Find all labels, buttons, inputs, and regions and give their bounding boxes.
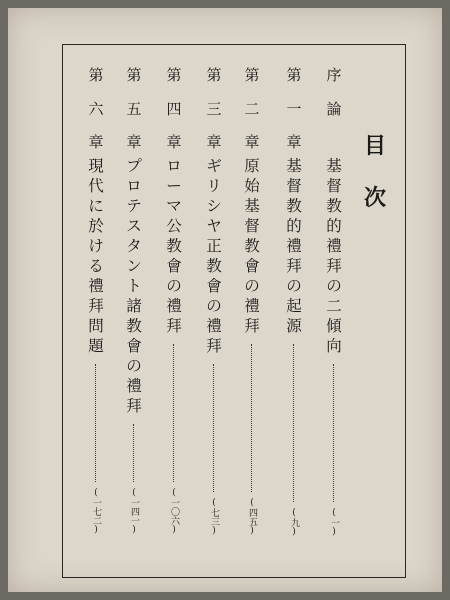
- page-number: (一四一): [129, 488, 139, 535]
- chapter-title-char: 督: [244, 217, 260, 235]
- chapter-title-char: 基: [244, 197, 260, 215]
- chapter-title-char: 教: [206, 257, 222, 275]
- chapter-title-char: マ: [166, 197, 182, 215]
- chapter-title-char: 拜: [126, 397, 142, 415]
- chapter-title-char: の: [126, 357, 142, 375]
- chapter-title-char: 原: [244, 157, 260, 175]
- chapter-title-char: 傾: [326, 317, 342, 335]
- chapter-label: [284, 66, 304, 153]
- chapter-label: [164, 66, 184, 153]
- chapter-label-char: 二: [244, 99, 260, 118]
- dot-leader: [333, 364, 336, 502]
- chapter-label-char: 第: [244, 66, 260, 84]
- chapter-title-char: 禮: [286, 237, 302, 255]
- chapter-title-char: ス: [126, 217, 142, 235]
- chapter-title-char: テ: [126, 197, 142, 215]
- chapter-label-char: 章: [244, 133, 260, 151]
- chapter-title-char: プ: [126, 157, 142, 175]
- chapter-title-char: る: [88, 257, 104, 275]
- page-number: (一): [329, 508, 339, 537]
- chapter-label-char: 四: [166, 99, 182, 118]
- chapter-label: [242, 66, 262, 153]
- chapter-title-char: 代: [88, 177, 104, 195]
- chapter-title-char: 二: [326, 297, 342, 315]
- chapter-title-char: ロ: [126, 177, 142, 195]
- chapter-title-char: 拜: [286, 257, 302, 275]
- chapter-title-char: 的: [326, 217, 342, 235]
- chapter-title: [86, 156, 106, 356]
- page-number: (一七二): [91, 488, 101, 535]
- heading-char: 次: [364, 185, 387, 211]
- dot-leader: [213, 364, 216, 492]
- chapter-title-char: 教: [126, 317, 142, 335]
- chapter-title-char: 督: [286, 177, 302, 195]
- chapter-label-char: 第: [88, 66, 104, 84]
- book-page: [8, 8, 442, 592]
- chapter-label: [204, 66, 224, 153]
- chapter-label-char: 六: [88, 99, 104, 118]
- chapter-label-char: 第: [206, 66, 222, 84]
- chapter-title-char: の: [326, 277, 342, 295]
- chapter-title-char: 基: [326, 157, 342, 175]
- chapter-label-char: 五: [126, 99, 142, 118]
- chapter-title-char: 拜: [244, 317, 260, 335]
- chapter-label-char: 三: [206, 99, 222, 118]
- page-number: (四五): [247, 498, 257, 536]
- chapter-title-char: 基: [286, 157, 302, 175]
- page-number: (七三): [209, 498, 219, 536]
- chapter-title-char: 會: [206, 277, 222, 295]
- dot-leader: [95, 364, 98, 482]
- chapter-title-char: 教: [326, 197, 342, 215]
- chapter-title-char: 禮: [88, 277, 104, 295]
- chapter-title-char: け: [88, 237, 104, 255]
- chapter-title-char: ギ: [206, 157, 222, 175]
- chapter-label-char: 章: [286, 133, 302, 151]
- chapter-title-char: の: [206, 297, 222, 315]
- dot-leader: [133, 424, 136, 482]
- chapter-title-char: 禮: [166, 297, 182, 315]
- chapter-label-char: 章: [206, 133, 222, 151]
- chapter-title-char: 源: [286, 317, 302, 335]
- dot-leader: [293, 344, 296, 502]
- chapter-title-char: 拜: [326, 257, 342, 275]
- chapter-title: [242, 156, 262, 336]
- chapter-title-char: 的: [286, 217, 302, 235]
- chapter-title: [164, 156, 184, 336]
- dot-leader: [173, 344, 176, 482]
- chapter-title-char: 拜: [206, 337, 222, 355]
- chapter-title-char: 禮: [206, 317, 222, 335]
- heading-char: 目: [364, 133, 387, 159]
- chapter-title-char: 督: [326, 177, 342, 195]
- chapter-label-char: 第: [286, 66, 302, 84]
- chapter-title-char: 起: [286, 297, 302, 315]
- chapter-title-char: 拜: [166, 317, 182, 335]
- chapter-title-char: 題: [88, 337, 104, 355]
- dot-leader: [251, 344, 254, 492]
- chapter-title-char: の: [286, 277, 302, 295]
- chapter-label: [86, 66, 106, 153]
- chapter-title-char: 諸: [126, 297, 142, 315]
- chapter-title-char: ー: [166, 177, 182, 195]
- chapter-title-char: 正: [206, 237, 222, 255]
- chapter-title-char: ト: [126, 277, 142, 295]
- chapter-label-char: 章: [126, 133, 142, 151]
- chapter-title: [124, 156, 144, 416]
- chapter-label-char: 第: [166, 66, 182, 84]
- toc-frame: [62, 44, 406, 578]
- chapter-title-char: ン: [126, 257, 142, 275]
- chapter-title: [204, 156, 224, 356]
- chapter-title-char: 會: [166, 257, 182, 275]
- chapter-title-char: ヤ: [206, 217, 222, 235]
- chapter-title-char: タ: [126, 237, 142, 255]
- page-number: (一〇六): [169, 488, 179, 535]
- chapter-title-char: 於: [88, 217, 104, 235]
- page-number: (九): [289, 508, 299, 537]
- chapter-title-char: ロ: [166, 157, 182, 175]
- chapter-title-char: 向: [326, 337, 342, 355]
- chapter-title-char: シ: [206, 197, 222, 215]
- chapter-label-char: 一: [286, 99, 302, 118]
- toc-heading: [364, 134, 386, 210]
- chapter-title-char: 禮: [126, 377, 142, 395]
- chapter-label-char: 章: [166, 133, 182, 151]
- chapter-title-char: 問: [88, 317, 104, 335]
- chapter-title-char: 公: [166, 217, 182, 235]
- chapter-label: [124, 66, 144, 153]
- chapter-title-char: 會: [126, 337, 142, 355]
- chapter-title-char: の: [244, 277, 260, 295]
- chapter-title: [284, 156, 304, 336]
- chapter-title-char: 教: [286, 197, 302, 215]
- chapter-title-char: 始: [244, 177, 260, 195]
- chapter-title: [324, 156, 344, 356]
- chapter-title-char: 教: [166, 237, 182, 255]
- chapter-label-char: 序: [326, 66, 342, 84]
- chapter-title-char: 會: [244, 257, 260, 275]
- chapter-title-char: 拜: [88, 297, 104, 315]
- chapter-title-char: の: [166, 277, 182, 295]
- chapter-label-char: 第: [126, 66, 142, 84]
- chapter-label-char: 論: [326, 99, 342, 118]
- chapter-title-char: に: [88, 197, 104, 215]
- chapter-title-char: リ: [206, 177, 222, 195]
- chapter-title-char: 禮: [244, 297, 260, 315]
- chapter-title-char: 現: [88, 157, 104, 175]
- chapter-label-char: 章: [88, 133, 104, 151]
- chapter-label: [324, 66, 344, 119]
- chapter-title-char: 教: [244, 237, 260, 255]
- chapter-title-char: 禮: [326, 237, 342, 255]
